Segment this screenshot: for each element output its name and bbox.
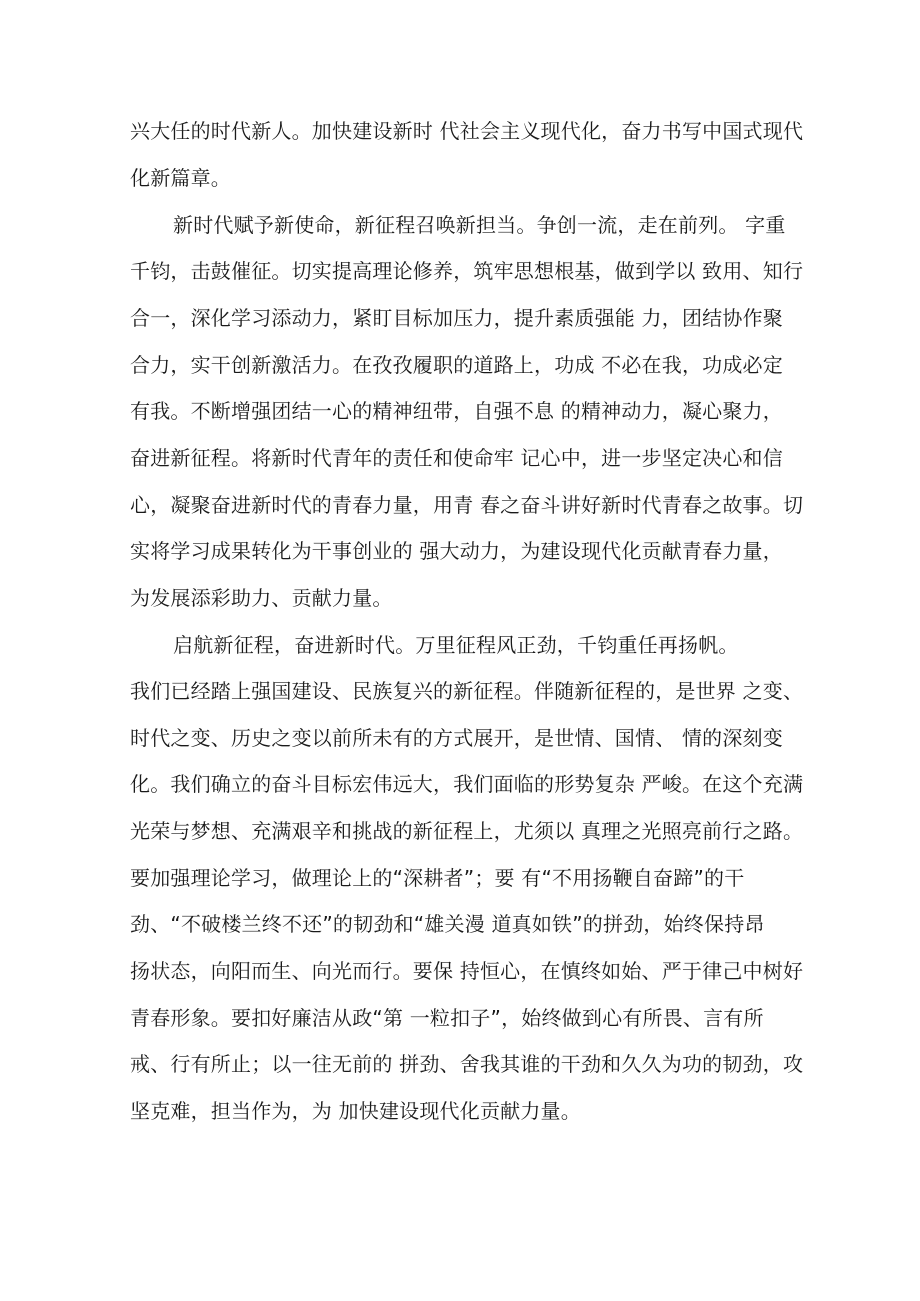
text-line: 戒、行有所止；以一往无前的 拼劲、舍我其谁的干劲和久久为功的韧劲，攻 xyxy=(130,1052,804,1076)
text-line: 劲、“不破楼兰终不还”的韧劲和“雄关漫 道真如铁”的拼劲，始终保持昂 xyxy=(130,912,765,936)
text-line: 新时代赋予新使命，新征程召唤新担当。争创一流，走在前列。 字重 xyxy=(173,213,786,237)
text-line: 化。我们确立的奋斗目标宏伟远大，我们面临的形势复杂 严峻。在这个充满 xyxy=(130,772,804,796)
text-line: 实将学习成果转化为干事创业的 强大动力，为建设现代化贡献青春力量， xyxy=(130,539,783,563)
text-line: 光荣与梦想、充满艰辛和挑战的新征程上，尤须以 真理之光照亮前行之路。 xyxy=(130,819,804,843)
text-line: 合力，实干创新激活力。在孜孜履职的道路上，功成 不必在我，功成必定 xyxy=(130,353,783,377)
text-line: 千钧，击鼓催征。切实提高理论修养，筑牢思想根基，做到学以 致用、知行 xyxy=(130,259,804,283)
text-line: 奋进新征程。将新时代青年的责任和使命牢 记心中，进一步坚定决心和信 xyxy=(130,446,783,470)
text-line: 有我。不断增强团结一心的精神纽带，自强不息 的精神动力，凝心聚力， xyxy=(130,399,783,423)
text-line: 兴大任的时代新人。加快建设新时 代社会主义现代化，奋力书写中国式现代 xyxy=(130,119,804,143)
text-line: 心，凝聚奋进新时代的青春力量，用青 春之奋斗讲好新时代青春之故事。切 xyxy=(130,493,804,517)
text-line: 为发展添彩助力、贡献力量。 xyxy=(130,586,393,610)
text-line: 青春形象。要扣好廉洁从政“第 一粒扣子”，始终做到心有所畏、言有所 xyxy=(130,1006,764,1030)
text-line: 启航新征程，奋进新时代。万里征程风正劲，千钧重任再扬帆。 xyxy=(173,633,739,657)
text-line: 合一，深化学习添动力，紧盯目标加压力，提升素质强能 力，团结协作聚 xyxy=(130,306,783,330)
text-line: 化新篇章。 xyxy=(130,166,231,190)
text-line: 我们已经踏上强国建设、民族复兴的新征程。伴随新征程的，是世界 之变、 xyxy=(130,679,804,703)
text-line: 要加强理论学习，做理论上的“深耕者”；要 有“不用扬鞭自奋蹄”的干 xyxy=(130,866,745,890)
text-line: 坚克难，担当作为，为 加快建设现代化贡献力量。 xyxy=(130,1099,581,1123)
text-line: 时代之变、历史之变以前所未有的方式展开，是世情、国情、 情的深刻变 xyxy=(130,726,783,750)
text-line: 扬状态，向阳而生、向光而行。要保 持恒心，在慎终如始、严于律己中树好 xyxy=(130,959,804,983)
